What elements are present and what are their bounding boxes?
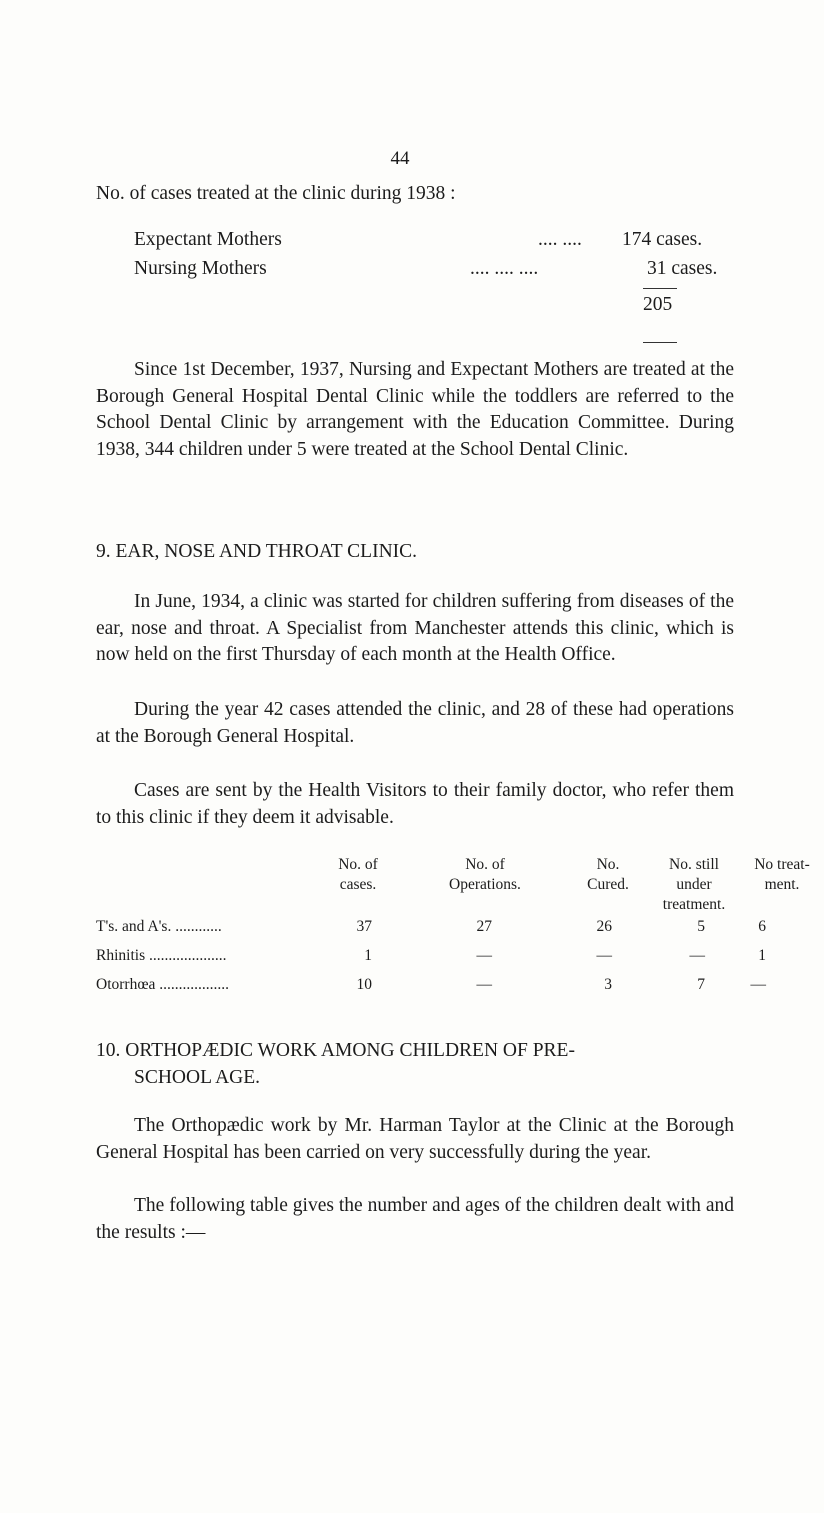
table-cell: 37 [356,918,372,935]
header-no-of-cases: No. of cases. [338,856,378,893]
table-cell: — [476,947,492,964]
header-no-treatment: No treat- ment. [754,856,810,893]
table-cell: 6 [758,918,766,935]
table-cell: 1 [758,947,766,964]
header-no-of-operations: No. of Operations. [449,856,521,893]
table-cell: 7 [697,976,705,993]
table-row-label: Otorrhœa .................. [96,976,230,993]
expectant-mothers-count: 174 cases. [622,229,703,250]
nursing-mothers-dots: .... .... .... [470,258,539,279]
table-cell: 26 [596,918,612,935]
section9-paragraph-3: Cases are sent by the Health Visitors to their family doctor, who refer them to this clinic if they deem it advisable. [96,780,734,828]
cases-total: 205 [643,294,673,315]
section9-paragraph-1: In June, 1934, a clinic was started for children suffering from diseases of the ear, nose and throat. A Specialist from Manchester attends this clinic, which is now held on the first Thursday of each month at the Health Office. [96,591,734,665]
total-rule-bottom [643,342,677,343]
section10-paragraph-2: The following table gives the number and ages of the children dealt with and the results :— [96,1195,734,1243]
section10-heading-line1: 10. ORTHOPÆDIC WORK AMONG CHILDREN OF PRE- [96,1040,575,1061]
section10-heading-line2: SCHOOL AGE. [134,1067,261,1088]
table-cell: — [476,976,492,993]
nursing-mothers-label: Nursing Mothers [134,258,267,279]
header-no-cured: No. Cured. [587,856,629,893]
nursing-mothers-count: 31 cases. [647,258,718,279]
table-cell: 5 [697,918,705,935]
table-cell: 10 [356,976,372,993]
table-cell: — [596,947,612,964]
table-cell: 27 [476,918,492,935]
section9-heading: 9. EAR, NOSE AND THROAT CLINIC. [96,541,418,562]
table-cell: — [750,976,766,993]
table-cell: — [689,947,705,964]
expectant-mothers-label: Expectant Mothers [134,229,282,250]
table-row-label: T's. and A's. ............ [96,918,222,935]
dental-clinic-paragraph: Since 1st December, 1937, Nursing and Expectant Mothers are treated at the Borough General Hospital Dental Clinic while the toddlers are referred to the School Dental Clinic by arrangement with the Education Committee. During 1938, 344 children under 5 were treated at the School Dental Clinic. [96,359,734,460]
section9-paragraph-2: During the year 42 cases attended the clinic, and 28 of these had operations at the Borough General Hospital. [96,699,734,747]
expectant-mothers-dots: .... .... [538,229,582,250]
total-rule-top [643,288,677,289]
page-number: 44 [390,148,410,169]
table-cell: 3 [604,976,612,993]
table-row-label: Rhinitis .................... [96,947,227,964]
clinic-cases-heading: No. of cases treated at the clinic during 1938 : [96,183,456,204]
header-no-still-under-treatment: No. still under treatment. [662,856,726,913]
section10-paragraph-1: The Orthopædic work by Mr. Harman Taylor at the Clinic at the Borough General Hospital has been carried on very successfully during the year. [96,1115,734,1163]
table-cell: 1 [364,947,372,964]
